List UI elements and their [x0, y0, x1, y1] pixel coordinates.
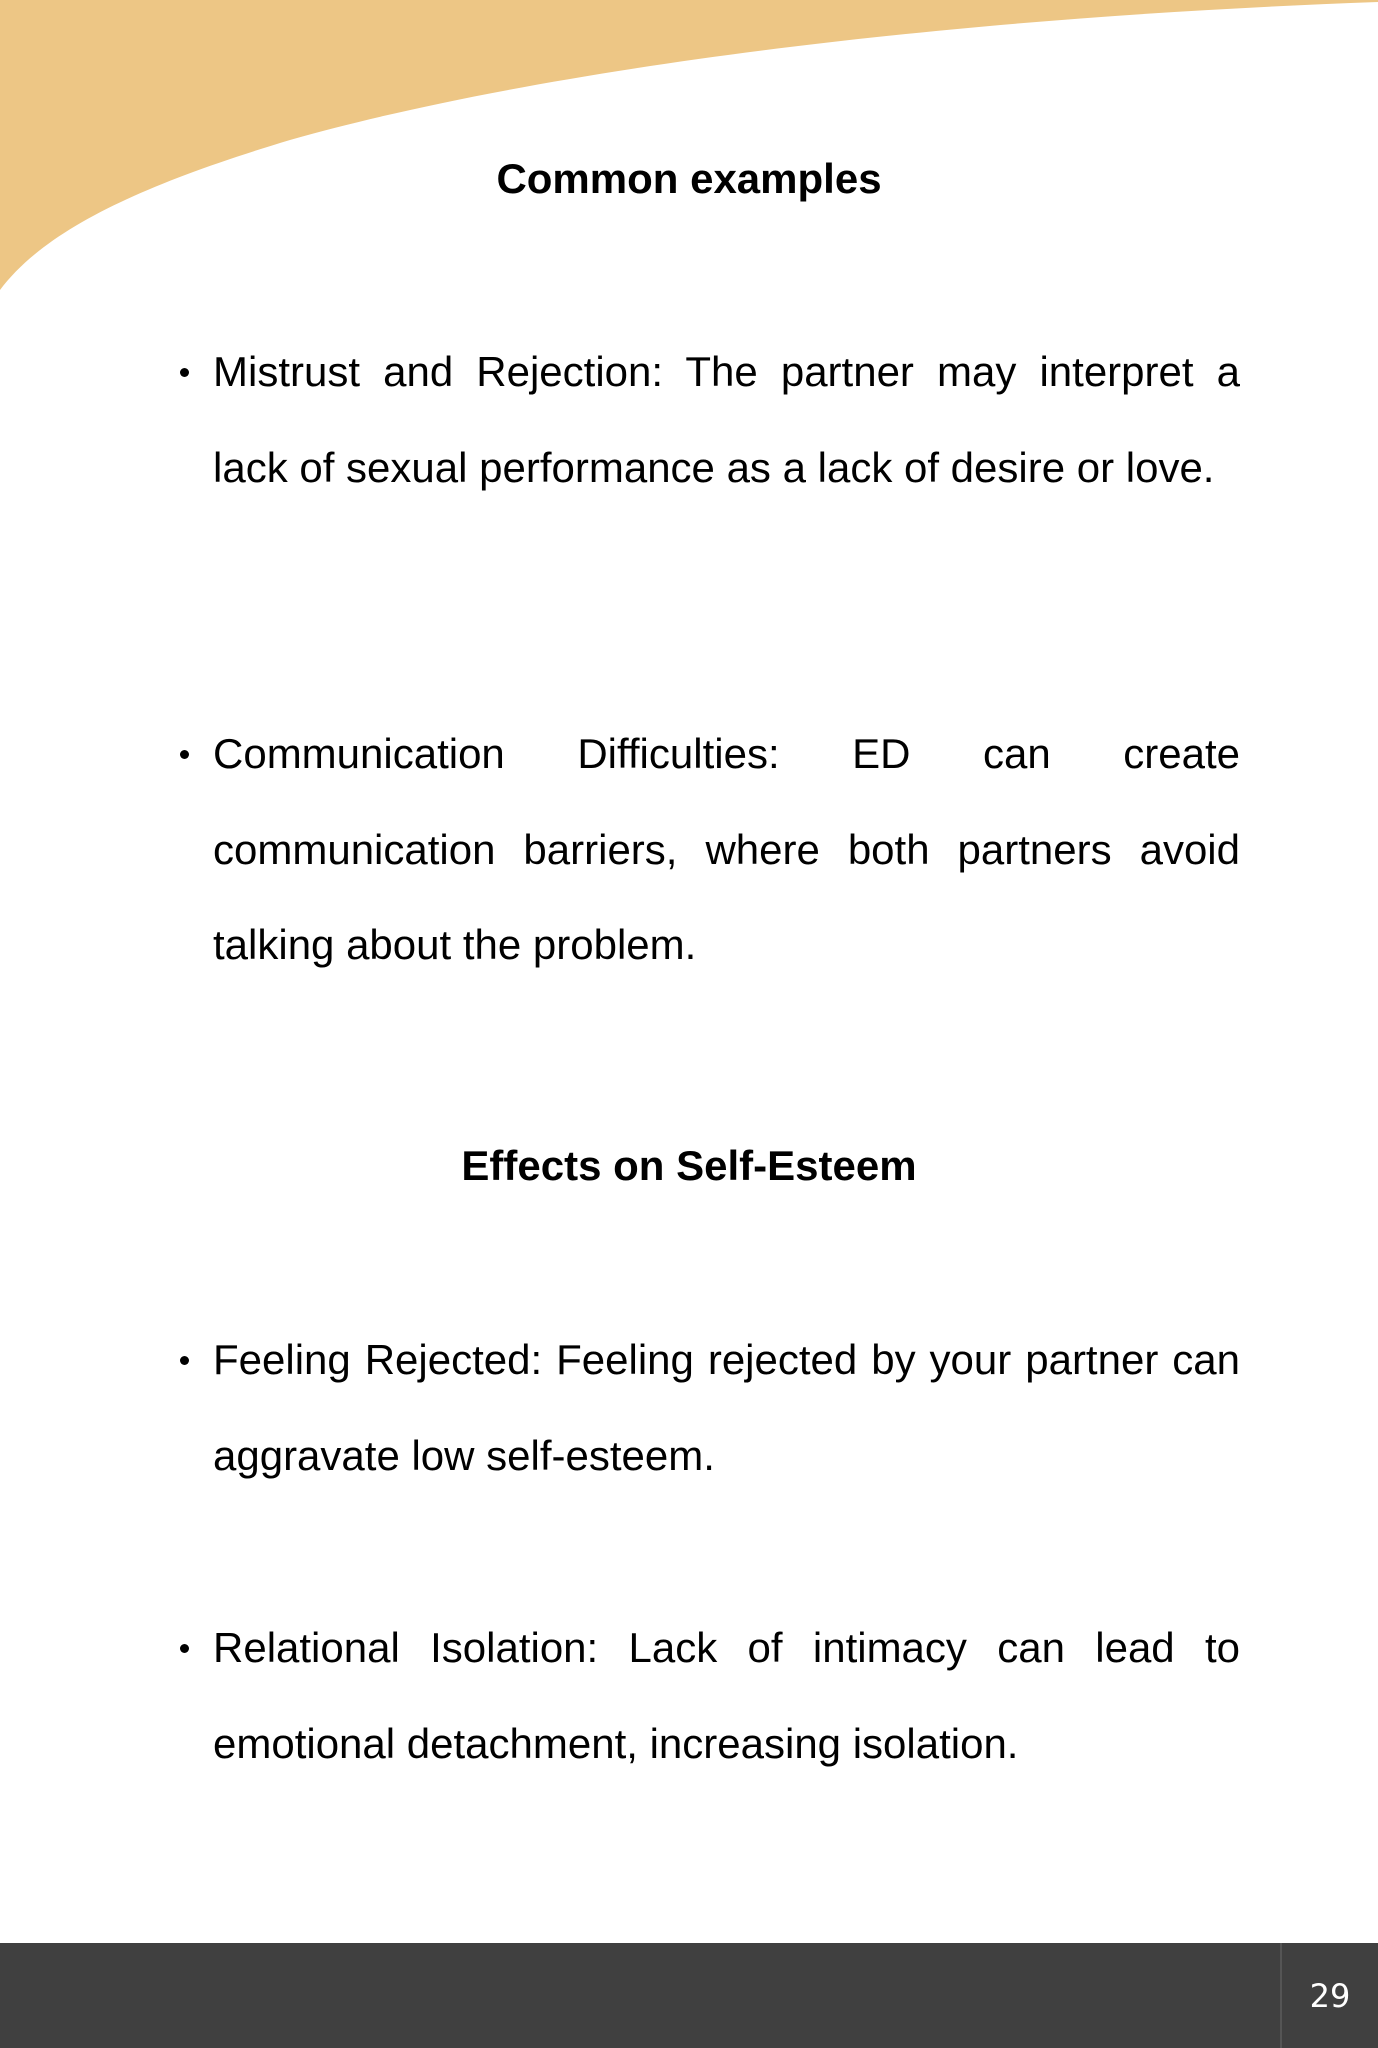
page-number: 29: [1309, 1976, 1351, 2015]
section-heading-common-examples: Common examples: [496, 155, 882, 202]
bullet-communication-difficulties: Communication Difficulties: ED can create communication barriers, where both partners avoid talking about the problem.: [213, 706, 1240, 993]
page-footer: [0, 1943, 1378, 2048]
page-number-box: [1280, 1943, 1378, 2048]
bullet-relational-isolation: Relational Isolation: Lack of intimacy can lead to emotional detachment, increasing isolation.: [213, 1600, 1240, 1791]
bullet-feeling-rejected: Feeling Rejected: Feeling rejected by your partner can aggravate low self-esteem.: [213, 1312, 1240, 1503]
bullet-mistrust-rejection: Mistrust and Rejection: The partner may interpret a lack of sexual performance as a lack of desire or love.: [213, 324, 1240, 515]
section-heading-self-esteem: Effects on Self-Esteem: [461, 1142, 917, 1189]
